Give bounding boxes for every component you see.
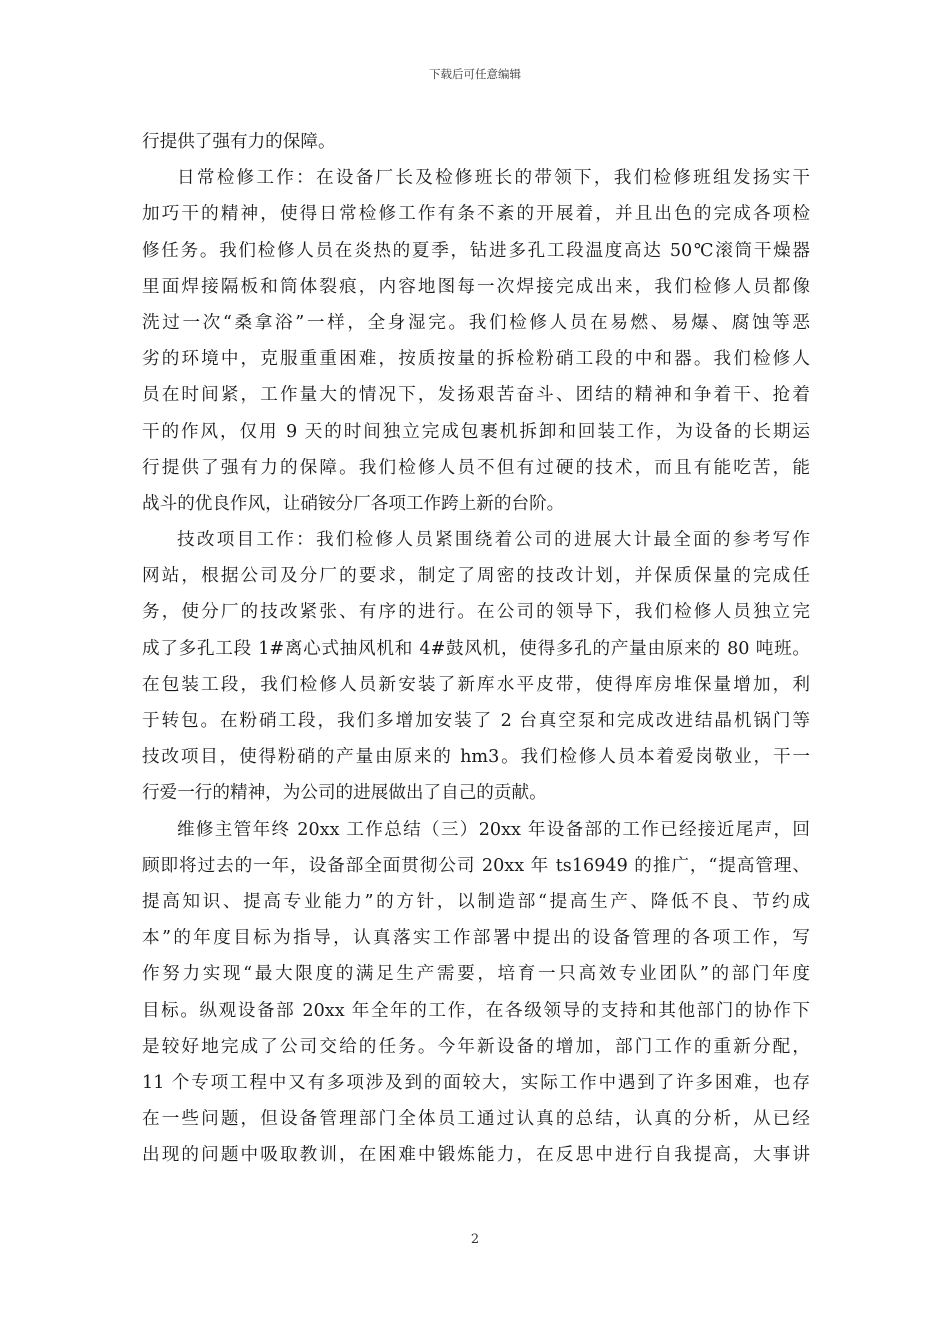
- text-line: 日常检修工作：在设备厂长及检修班长的带领下，我们检修班组发扬实干: [177, 168, 810, 189]
- text-line: 网站，根据公司及分厂的要求，制定了周密的技改计划，并保质保量的完成任: [142, 566, 810, 587]
- text-line: 是较好地完成了公司交给的任务。今年新设备的增加，部门工作的重新分配，: [142, 1036, 810, 1057]
- text-line: 本”的年度目标为指导，认真落实工作部署中提出的设备管理的各项工作，写: [142, 928, 810, 949]
- text-line: 维修主管年终 20xx 工作总结（三）20xx 年设备部的工作已经接近尾声，回: [177, 819, 810, 840]
- text-line: 干的作风，仅用 9 天的时间独立完成包裹机拆卸和回装工作，为设备的长期运: [142, 421, 810, 442]
- page-header: 下载后可任意编辑: [429, 67, 521, 81]
- text-line: 劣的环境中，克服重重困难，按质按量的拆检粉硝工段的中和器。我们检修人: [142, 349, 810, 370]
- text-line: 行爱一行的精神，为公司的进展做出了自己的贡献。: [142, 783, 547, 804]
- text-line: 战斗的优良作风，让硝铵分厂各项工作跨上新的台阶。: [142, 493, 565, 514]
- text-line: 在包装工段，我们检修人员新安装了新库水平皮带，使得库房堆保量增加，利: [142, 674, 810, 695]
- document-body: [142, 124, 810, 1173]
- text-line: 作努力实现“最大限度的满足生产需要，培育一只高效专业团队”的部门年度: [142, 964, 810, 985]
- text-line: 里面焊接隔板和筒体裂痕，内容地图每一次焊接完成出来，我们检修人员都像: [142, 276, 810, 297]
- text-line: 技改项目工作：我们检修人员紧围绕着公司的进展大计最全面的参考写作: [177, 530, 810, 551]
- text-line: 技改项目，使得粉硝的产量由原来的 hm3。我们检修人员本着爱岗敬业，干一: [142, 747, 810, 768]
- text-line: 修任务。我们检修人员在炎热的夏季，钻进多孔工段温度高达 50℃滚筒干燥器: [142, 240, 810, 261]
- text-line: 目标。纵观设备部 20xx 年全年的工作，在各级领导的支持和其他部门的协作下: [142, 1000, 810, 1021]
- text-line: 在一些问题，但设备管理部门全体员工通过认真的总结，认真的分析，从已经: [142, 1109, 810, 1130]
- text-line: 成了多孔工段 1#离心式抽风机和 4#鼓风机，使得多孔的产量由原来的 80 吨班。: [142, 638, 810, 659]
- text-line: 11 个专项工程中又有多项涉及到的面较大，实际工作中遇到了许多困难，也存: [142, 1072, 810, 1093]
- text-line: 务，使分厂的技改紧张、有序的进行。在公司的领导下，我们检修人员独立完: [142, 602, 810, 623]
- text-line: 洗过一次“桑拿浴”一样，全身湿完。我们检修人员在易燃、易爆、腐蚀等恶: [142, 312, 810, 333]
- text-line: 于转包。在粉硝工段，我们多增加安装了 2 台真空泵和完成改进结晶机锅门等: [142, 711, 810, 731]
- text-line: 行提供了强有力的保障。: [142, 132, 336, 152]
- page-number: 2: [470, 1232, 480, 1247]
- text-line: 提高知识、提高专业能力”的方针，以制造部“提高生产、降低不良、节约成: [142, 891, 810, 912]
- text-line: 顾即将过去的一年，设备部全面贯彻公司 20xx 年 ts16949 的推广，“提高管理、: [142, 855, 810, 876]
- text-line: 行提供了强有力的保障。我们检修人员不但有过硬的技术，而且有能吃苦，能: [142, 457, 810, 478]
- text-line: 员在时间紧，工作量大的情况下，发扬艰苦奋斗、团结的精神和争着干、抢着: [142, 385, 810, 406]
- text-line: 出现的问题中吸取教训，在困难中锻炼能力，在反思中进行自我提高，大事讲: [142, 1145, 810, 1166]
- text-line: 加巧干的精神，使得日常检修工作有条不紊的开展着，并且出色的完成各项检: [142, 204, 810, 225]
